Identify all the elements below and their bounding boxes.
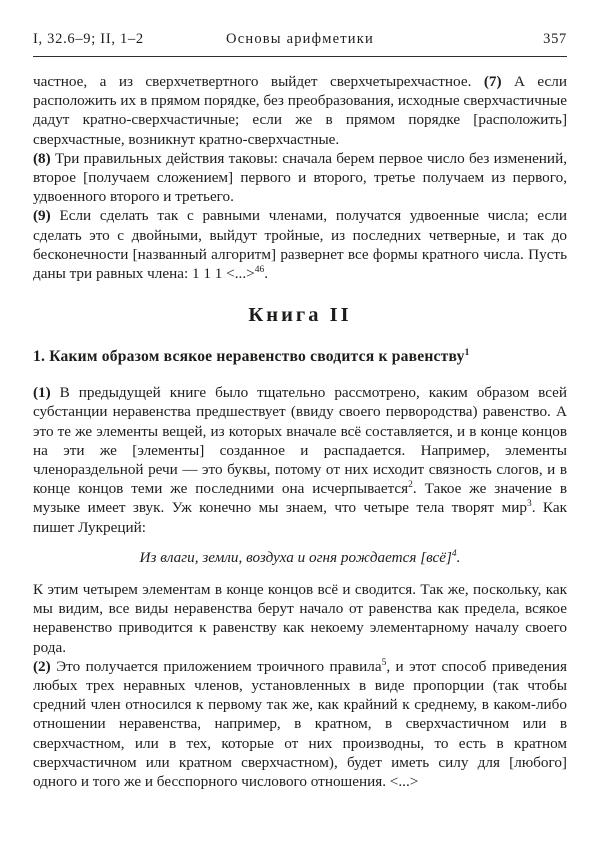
section-number: (1) [33, 384, 51, 402]
paragraph-1 [33, 383, 567, 537]
paragraph-9 [33, 206, 567, 283]
running-header [33, 0, 567, 57]
paragraph-text: Если сделать так с равными членами, получатся удвоенные числа; если сделать это с двойными, выйдут тройные, из последних четверные, и так до бесконечности [названный алгоритм] развернет все формы кратного числа. Пусть даны три равных члена: 1 1 1 <...> [33, 207, 567, 283]
footnote-ref-4: 4 [451, 548, 457, 559]
section-number: (2) [33, 657, 51, 675]
paragraph-text: . Такое же значение в музыке имеет звук. Уж конечно мы знаем, что четыре тела творят мир [33, 480, 567, 517]
paragraph-text: В предыдущей книге было тщательно рассмотрено, каким образом всей субстанции неравенства предшествует (ввиду своего первородства) равенство. А это те же элементы вещей, из которых вначале всё составляется, и в конце концов на эти же [элементы] созданное и распадается. Например, элементы членораздельной речи — это буквы, потому от них исходит связность слогов, и в конце концов теми же последними она исчерпывается [33, 384, 567, 498]
paragraph-2 [33, 657, 567, 791]
section-number: (9) [33, 207, 51, 225]
footnote-ref-3: 3 [526, 499, 532, 510]
paragraph-continuation [33, 580, 567, 657]
page-number: 357 [543, 31, 567, 47]
paragraph-text: . [264, 265, 268, 283]
paragraph-8 [33, 149, 567, 207]
book-heading: Книга II [248, 304, 352, 327]
quote-text: Из влаги, земли, воздуха и огня рождается [всё] [139, 548, 452, 566]
paragraph-text: , и этот способ приведения любых трех неравных членов, установленных в виде пропорции (так чтобы средний член относился к первому так же, как крайний к среднему, в каком-либо отношении неравенства, например, в кратном, в сверхчастичном или в сверхчастном, или в тех, которые от них производны, то есть в кратном сверхчастичном или кратном сверхчастном), будет иметь силу для [любого] одного и того же и бесспорного числового отношения. <...> [33, 657, 567, 791]
page-content [33, 72, 567, 791]
paragraph-text: Это получается приложением троичного правила [50, 657, 382, 675]
paragraph-text: . Как пишет Лукреций: [33, 499, 567, 536]
paragraph-text: А если расположить их в прямом порядке, без преобразования, исходные сверхчастичные дадут кратно-сверхчастичные; если же в прямом порядке [расположить] сверхчастные, возникнут кратно-сверхчастные. [33, 73, 567, 148]
paragraph-text: частное, а из сверхчетвертного выйдет сверхчетырехчастное. [33, 73, 484, 90]
footnote-ref-1: 1 [464, 348, 470, 359]
paragraph-7 [33, 72, 567, 149]
verse-quote [33, 548, 567, 567]
section-number: (7) [483, 73, 502, 90]
paragraph-text: К этим четырем элементам в конце концов всё и сводится. Так же, поскольку, как мы видим, все виды неравенства берут начало от равенства как предела, всякое неравенство приводится к равенству как некоему элементарному началу своего рода. [33, 581, 567, 656]
header-book-title: Основы арифметики [226, 31, 374, 47]
chapter-heading-text: 1. Каким образом всякое неравенство сводится к равенству [33, 348, 465, 366]
footnote-ref-46: 46 [254, 264, 265, 275]
quote-text: . [456, 548, 461, 566]
footnote-ref-5: 5 [381, 657, 387, 668]
header-chapter-locator: I, 32.6–9; II, 1–2 [33, 31, 144, 47]
paragraph-text: Три правильных действия таковы: сначала берем первое число без изменений, второе [получаем сложением] первого и второго, третье получаем из первого, удвоенного второго и третьего. [33, 149, 567, 206]
section-number: (8) [33, 149, 51, 167]
footnote-ref-2: 2 [408, 480, 413, 491]
chapter-heading [33, 347, 567, 366]
